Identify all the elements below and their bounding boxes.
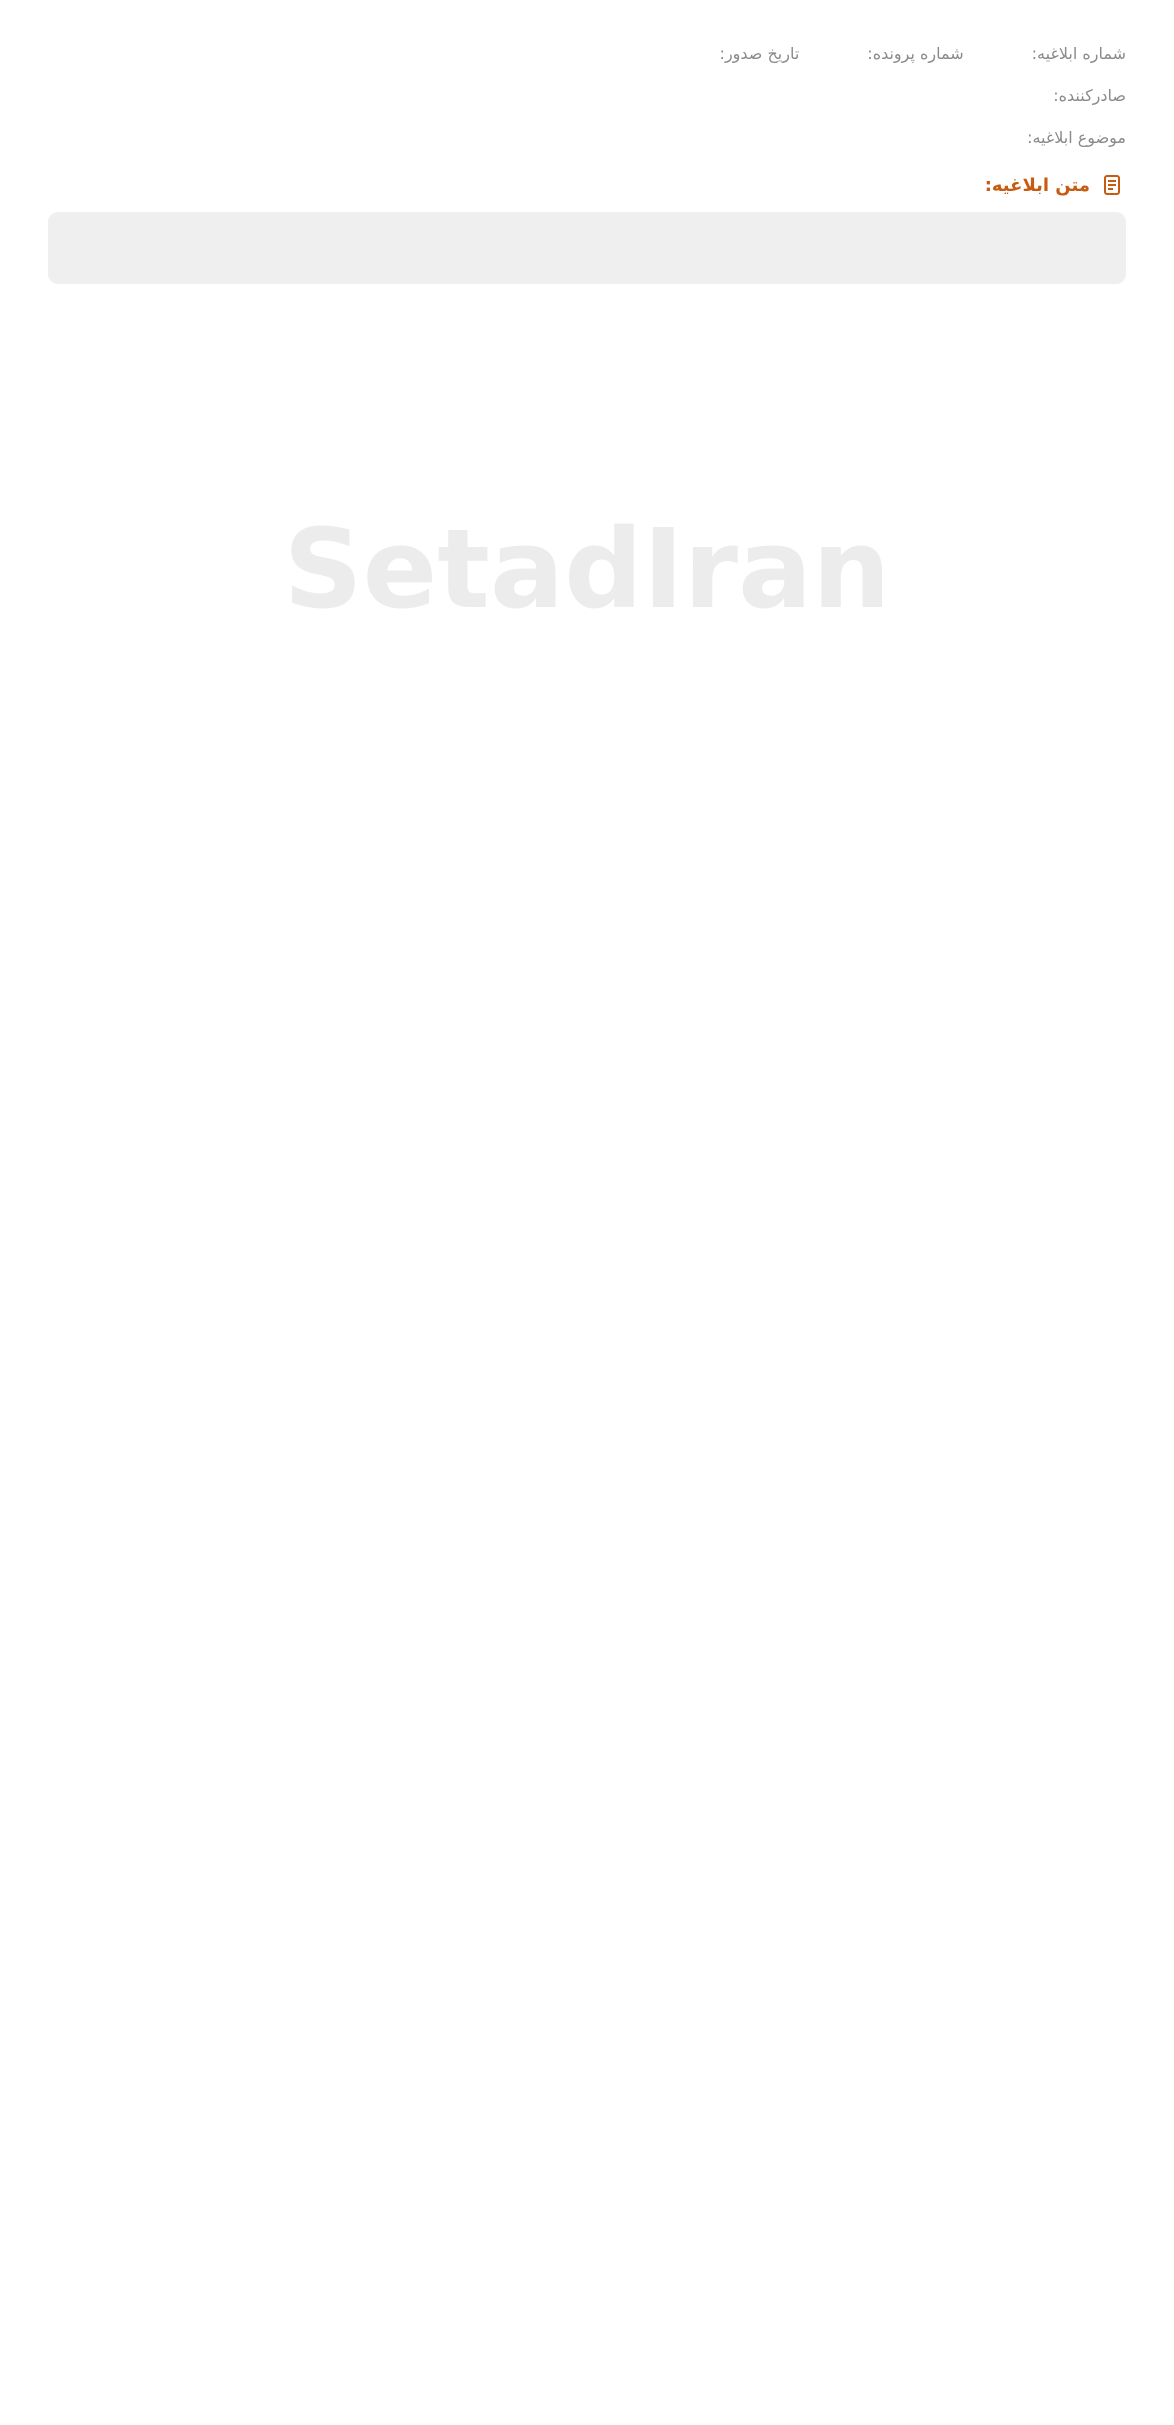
watermark-logo: SetadIran: [283, 505, 891, 633]
subject-line: [48, 124, 1126, 152]
issue-date: [712, 40, 800, 68]
subject-label: موضوع ابلاغیه:: [1027, 128, 1126, 147]
case-number: [859, 40, 963, 68]
case-number-label: شماره پرونده:: [867, 44, 964, 63]
document-icon: [1100, 172, 1126, 198]
notice-number: [1024, 40, 1126, 68]
section-title: [48, 172, 1126, 198]
issue-date-label: تاریخ صدور:: [719, 44, 800, 63]
section-title-text: متن ابلاغیه:: [984, 174, 1090, 196]
issuer-line: [48, 82, 1126, 110]
meta-row-numbers: [48, 40, 1126, 68]
issuer-label: صادرکننده:: [1053, 86, 1126, 105]
notice-body: [48, 212, 1126, 633]
notice-page: [0, 0, 1174, 633]
notice-number-label: شماره ابلاغیه:: [1031, 44, 1126, 63]
